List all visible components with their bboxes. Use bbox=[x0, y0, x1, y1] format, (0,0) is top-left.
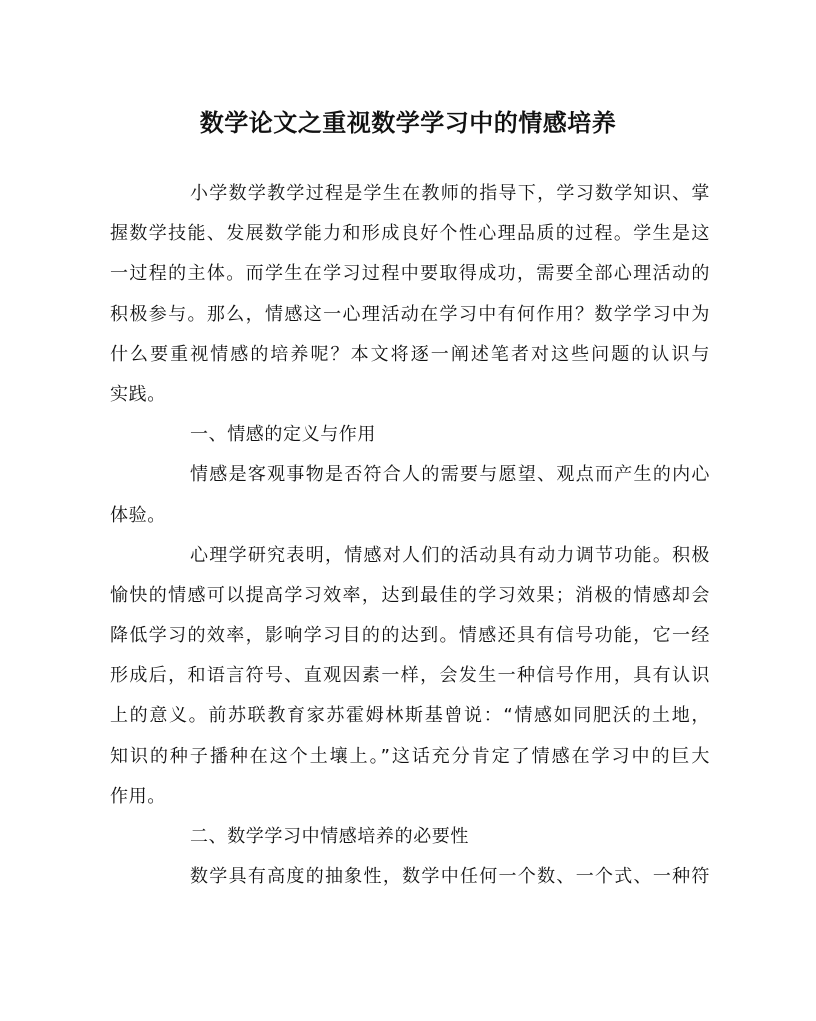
text-line: 降低学习的效率，影响学习目的的达到。情感还具有信号功能，它一经 bbox=[110, 625, 710, 647]
text-line: 握数学技能、发展数学能力和形成良好个性心理品质的过程。学生是这 bbox=[110, 223, 710, 245]
text-line: 心理学研究表明，情感对人们的活动具有动力调节功能。积极 bbox=[190, 544, 710, 566]
document-title: 数学论文之重视数学学习中的情感培养 bbox=[199, 108, 617, 137]
text-line: 作用。 bbox=[110, 785, 166, 807]
text-line: 小学数学教学过程是学生在教师的指导下，学习数学知识、掌 bbox=[190, 183, 710, 204]
text-line: 形成后，和语言符号、直观因素一样，会发生一种信号作用，具有认识 bbox=[110, 665, 710, 687]
text-line: 什么要重视情感的培养呢？本文将逐一阐述笔者对这些问题的认识与 bbox=[110, 343, 710, 365]
text-line: 情感是客观事物是否符合人的需要与愿望、观点而产生的内心 bbox=[190, 464, 710, 486]
text-line: 上的意义。前苏联教育家苏霍姆林斯基曾说：“情感如同肥沃的土地， bbox=[110, 705, 710, 727]
text-line: 积极参与。那么，情感这一心理活动在学习中有何作用？数学学习中为 bbox=[110, 303, 710, 325]
document-body bbox=[110, 174, 710, 897]
text-line: 实践。 bbox=[110, 383, 166, 405]
text-line: 二、数学学习中情感培养的必要性 bbox=[190, 826, 469, 847]
text-line: 一过程的主体。而学生在学习过程中要取得成功，需要全部心理活动的 bbox=[110, 263, 710, 285]
text-line: 体验。 bbox=[110, 504, 166, 526]
text-line: 知识的种子播种在这个土壤上。”这话充分肯定了情感在学习中的巨大 bbox=[110, 745, 710, 767]
text-line: 一、情感的定义与作用 bbox=[190, 424, 376, 446]
text-line: 数学具有高度的抽象性，数学中任何一个数、一个式、一种符 bbox=[190, 866, 710, 888]
text-line: 愉快的情感可以提高学习效率，达到最佳的学习效果；消极的情感却会 bbox=[110, 584, 710, 606]
